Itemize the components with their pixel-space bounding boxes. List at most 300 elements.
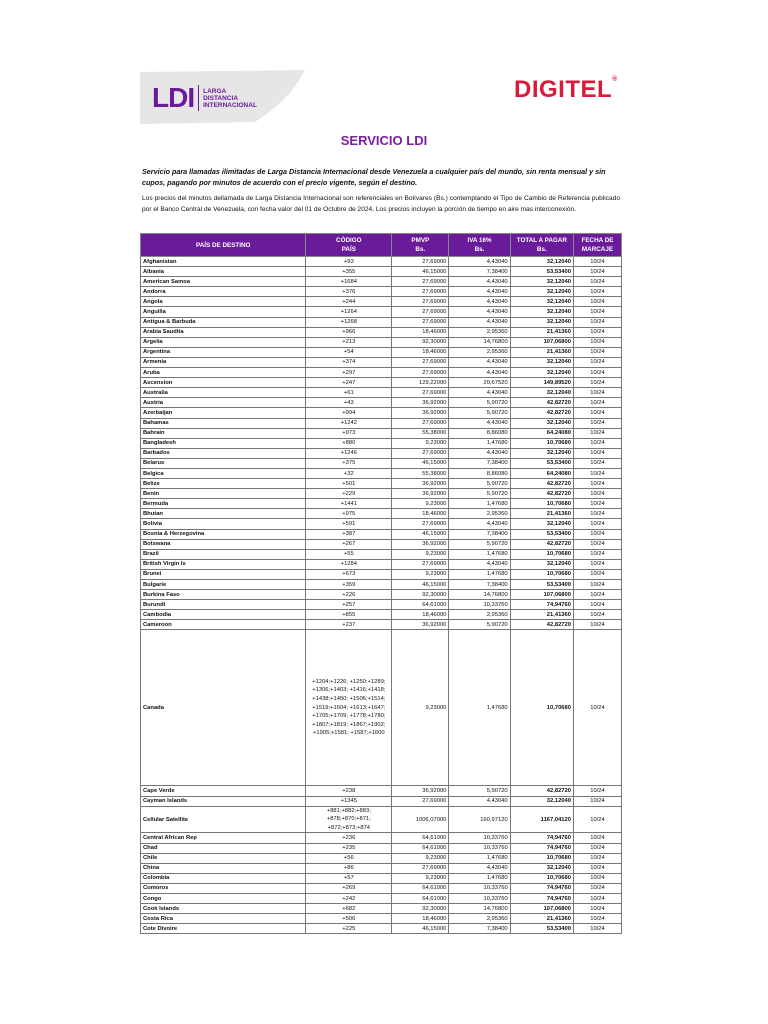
- code-cell: +1684: [306, 277, 392, 287]
- total-cell: 74,94760: [510, 843, 573, 853]
- date-cell: 10/24: [573, 297, 621, 307]
- code-cell: +86: [306, 863, 392, 873]
- total-cell: 42,82720: [510, 620, 573, 630]
- pmvp-cell: 18,46000: [392, 914, 449, 924]
- table-row: [141, 796, 622, 806]
- date-cell: 10/24: [573, 806, 621, 833]
- total-cell: 53,53400: [510, 458, 573, 468]
- country-cell: Bahamas: [141, 418, 306, 428]
- total-cell: 32,12040: [510, 257, 573, 267]
- pmvp-cell: 46,15000: [392, 529, 449, 539]
- country-cell: Comoros: [141, 883, 306, 893]
- table-row: [141, 489, 622, 499]
- code-cell: +269: [306, 883, 392, 893]
- total-cell: 32,12040: [510, 317, 573, 327]
- table-row: [141, 287, 622, 297]
- date-cell: 10/24: [573, 833, 621, 843]
- total-cell: 21,41360: [510, 509, 573, 519]
- date-cell: 10/24: [573, 257, 621, 267]
- table-row: [141, 559, 622, 569]
- country-cell: Cameroon: [141, 620, 306, 630]
- date-cell: 10/24: [573, 559, 621, 569]
- iva-cell: 1,47680: [449, 630, 510, 786]
- table-row: [141, 267, 622, 277]
- table-row: [141, 347, 622, 357]
- code-cell: +237: [306, 620, 392, 630]
- date-cell: 10/24: [573, 786, 621, 796]
- date-cell: 10/24: [573, 438, 621, 448]
- code-cell: +236: [306, 833, 392, 843]
- iva-cell: 8,86080: [449, 428, 510, 438]
- pmvp-cell: 27,69000: [392, 448, 449, 458]
- pmvp-cell: 27,69000: [392, 519, 449, 529]
- code-cell: +966: [306, 327, 392, 337]
- date-cell: 10/24: [573, 630, 621, 786]
- pmvp-cell: 64,61000: [392, 894, 449, 904]
- pmvp-cell: 27,69000: [392, 277, 449, 287]
- total-cell: 42,82720: [510, 489, 573, 499]
- iva-cell: 4,43040: [449, 287, 510, 297]
- date-cell: 10/24: [573, 368, 621, 378]
- header-pmvp: PMVP Bs.: [392, 234, 449, 257]
- country-cell: Bahrain: [141, 428, 306, 438]
- code-cell: +973: [306, 428, 392, 438]
- total-cell: 32,12040: [510, 863, 573, 873]
- total-cell: 42,82720: [510, 479, 573, 489]
- total-cell: 64,24080: [510, 468, 573, 478]
- iva-cell: 5,90720: [449, 786, 510, 796]
- country-cell: Bangladesh: [141, 438, 306, 448]
- date-cell: 10/24: [573, 267, 621, 277]
- country-cell: Belize: [141, 479, 306, 489]
- iva-cell: 10,33760: [449, 833, 510, 843]
- total-cell: 10,70680: [510, 499, 573, 509]
- iva-cell: 5,90720: [449, 408, 510, 418]
- table-row: [141, 904, 622, 914]
- total-cell: 107,06800: [510, 904, 573, 914]
- table-row: [141, 569, 622, 579]
- pmvp-cell: 9,23000: [392, 630, 449, 786]
- total-cell: 32,12040: [510, 418, 573, 428]
- country-cell: Cellular Satellite: [141, 806, 306, 833]
- ldi-logo: [152, 82, 257, 114]
- total-cell: 74,94760: [510, 600, 573, 610]
- table-row: [141, 479, 622, 489]
- code-cell: +994: [306, 408, 392, 418]
- rates-table-header: [141, 234, 622, 257]
- code-cell: +501: [306, 479, 392, 489]
- country-cell: Congo: [141, 894, 306, 904]
- digitel-logo: [514, 76, 618, 104]
- total-cell: 21,41360: [510, 914, 573, 924]
- country-cell: Argelia: [141, 337, 306, 347]
- total-cell: 74,94760: [510, 883, 573, 893]
- ldi-sub-line-2: DISTANCIA: [203, 94, 239, 102]
- table-row: [141, 786, 622, 796]
- total-cell: 107,06800: [510, 337, 573, 347]
- code-cell: +355: [306, 267, 392, 277]
- date-cell: 10/24: [573, 509, 621, 519]
- date-cell: 10/24: [573, 590, 621, 600]
- code-cell: +235: [306, 843, 392, 853]
- iva-cell: 10,33760: [449, 600, 510, 610]
- pmvp-cell: 1006,07000: [392, 806, 449, 833]
- total-cell: 32,12040: [510, 559, 573, 569]
- total-cell: 32,12040: [510, 519, 573, 529]
- digitel-logo-text: DIGITEL: [514, 76, 613, 103]
- total-cell: 107,06800: [510, 590, 573, 600]
- table-row: [141, 853, 622, 863]
- code-cell: +1264: [306, 307, 392, 317]
- table-row: [141, 806, 622, 833]
- country-cell: Colombia: [141, 873, 306, 883]
- total-cell: 10,70680: [510, 873, 573, 883]
- country-cell: Burkina Faso: [141, 590, 306, 600]
- country-cell: Brazil: [141, 549, 306, 559]
- country-cell: Bolivia: [141, 519, 306, 529]
- table-row: [141, 600, 622, 610]
- code-cell: +1284: [306, 559, 392, 569]
- table-row: [141, 843, 622, 853]
- iva-cell: 1,47680: [449, 499, 510, 509]
- pmvp-cell: 92,30000: [392, 337, 449, 347]
- pmvp-cell: 129,22000: [392, 378, 449, 388]
- pmvp-cell: 46,15000: [392, 458, 449, 468]
- table-row: [141, 357, 622, 367]
- document-title: SERVICIO LDI: [340, 133, 428, 148]
- country-cell: Belarus: [141, 458, 306, 468]
- total-cell: 10,70680: [510, 549, 573, 559]
- header-date: FECHA DE MARCAJE: [573, 234, 621, 257]
- pmvp-cell: 27,69000: [392, 559, 449, 569]
- pmvp-cell: 27,69000: [392, 297, 449, 307]
- date-cell: 10/24: [573, 539, 621, 549]
- country-cell: Cayman Islands: [141, 796, 306, 806]
- table-row: [141, 630, 622, 786]
- ldi-logo-subtitle: [203, 88, 257, 109]
- country-cell: Azerbaijan: [141, 408, 306, 418]
- code-cell: +376: [306, 287, 392, 297]
- total-cell: 53,53400: [510, 580, 573, 590]
- date-cell: 10/24: [573, 843, 621, 853]
- pmvp-cell: 36,92000: [392, 489, 449, 499]
- country-cell: American Samoa: [141, 277, 306, 287]
- registered-mark: ®: [612, 76, 618, 83]
- code-cell: +226: [306, 590, 392, 600]
- total-cell: 42,82720: [510, 398, 573, 408]
- iva-cell: 1,47680: [449, 438, 510, 448]
- table-row: [141, 378, 622, 388]
- total-cell: 10,70680: [510, 569, 573, 579]
- date-cell: 10/24: [573, 796, 621, 806]
- total-cell: 64,24080: [510, 428, 573, 438]
- table-row: [141, 549, 622, 559]
- pmvp-cell: 92,30000: [392, 590, 449, 600]
- iva-cell: 4,43040: [449, 368, 510, 378]
- country-cell: Ascension: [141, 378, 306, 388]
- table-row: [141, 863, 622, 873]
- table-row: [141, 610, 622, 620]
- date-cell: 10/24: [573, 883, 621, 893]
- ldi-logo-divider: [198, 85, 199, 111]
- total-cell: 42,82720: [510, 408, 573, 418]
- pmvp-cell: 27,69000: [392, 418, 449, 428]
- rates-table: [140, 233, 622, 934]
- total-cell: 32,12040: [510, 388, 573, 398]
- iva-cell: 2,95360: [449, 610, 510, 620]
- pmvp-cell: 27,69000: [392, 317, 449, 327]
- table-row: [141, 924, 622, 934]
- pmvp-cell: 27,69000: [392, 368, 449, 378]
- date-cell: 10/24: [573, 448, 621, 458]
- iva-cell: 10,33760: [449, 883, 510, 893]
- table-row: [141, 883, 622, 893]
- code-cell: +257: [306, 600, 392, 610]
- iva-cell: 5,90720: [449, 398, 510, 408]
- pmvp-cell: 46,15000: [392, 267, 449, 277]
- table-row: [141, 458, 622, 468]
- total-cell: 32,12040: [510, 448, 573, 458]
- pmvp-cell: 27,69000: [392, 307, 449, 317]
- ldi-sub-line-3: INTERNACIONAL: [203, 101, 257, 109]
- intro-paragraph: Servicio para llamadas ilimitadas de Larga Distancia Internacional desde Venezuela a cualquier país del mundo, sin renta mensual y sin cupos, pagando por minutos de acuerdo con el precio vigente, según el destino.: [142, 167, 606, 187]
- country-cell: Cote Divoire: [141, 924, 306, 934]
- pmvp-cell: 9,23000: [392, 873, 449, 883]
- pmvp-cell: 9,23000: [392, 499, 449, 509]
- iva-cell: 1,47680: [449, 853, 510, 863]
- iva-cell: 7,38400: [449, 924, 510, 934]
- date-cell: 10/24: [573, 277, 621, 287]
- date-cell: 10/24: [573, 337, 621, 347]
- country-cell: British Virgin Is: [141, 559, 306, 569]
- date-cell: 10/24: [573, 408, 621, 418]
- date-cell: 10/24: [573, 519, 621, 529]
- pmvp-cell: 27,69000: [392, 357, 449, 367]
- date-cell: 10/24: [573, 620, 621, 630]
- total-cell: 42,82720: [510, 539, 573, 549]
- pmvp-cell: 18,46000: [392, 509, 449, 519]
- code-cell: +591: [306, 519, 392, 529]
- code-cell: +1345: [306, 796, 392, 806]
- country-cell: Cambodia: [141, 610, 306, 620]
- country-cell: Bulgarie: [141, 580, 306, 590]
- country-cell: Anguilla: [141, 307, 306, 317]
- date-cell: 10/24: [573, 479, 621, 489]
- table-row: [141, 590, 622, 600]
- iva-cell: 7,38400: [449, 580, 510, 590]
- pricing-note-paragraph: Los precios del minutos dellamada de Larga Distancia Internacional son referenciales en Bolívares (Bs.) contemplando el Tipo de Cambio de Referencia publicado por el Banco Central de Venezuela, con fecha valor del 01 de Octubre de 2024. Los precios incluyen la porción de tiempo en aire mas interconexión.: [142, 195, 620, 213]
- country-cell: Arabia Saudita: [141, 327, 306, 337]
- iva-cell: 1,47680: [449, 569, 510, 579]
- date-cell: 10/24: [573, 529, 621, 539]
- date-cell: 10/24: [573, 904, 621, 914]
- code-cell: +242: [306, 894, 392, 904]
- country-cell: Chile: [141, 853, 306, 863]
- date-cell: 10/24: [573, 873, 621, 883]
- pmvp-cell: 36,92000: [392, 539, 449, 549]
- country-cell: Costa Rica: [141, 914, 306, 924]
- iva-cell: 8,86080: [449, 468, 510, 478]
- code-cell: +880: [306, 438, 392, 448]
- header-background-shape: [0, 0, 768, 130]
- country-cell: Bhutan: [141, 509, 306, 519]
- code-cell: +267: [306, 539, 392, 549]
- date-cell: 10/24: [573, 287, 621, 297]
- pmvp-cell: 27,69000: [392, 257, 449, 267]
- iva-cell: 4,43040: [449, 317, 510, 327]
- table-row: [141, 499, 622, 509]
- iva-cell: 20,67520: [449, 378, 510, 388]
- iva-cell: 4,43040: [449, 277, 510, 287]
- table-row: [141, 297, 622, 307]
- header-code: CÓDIGO PAÍS: [306, 234, 392, 257]
- total-cell: 149,89520: [510, 378, 573, 388]
- iva-cell: 4,43040: [449, 863, 510, 873]
- code-cell: +1441: [306, 499, 392, 509]
- date-cell: 10/24: [573, 468, 621, 478]
- total-cell: 53,53400: [510, 924, 573, 934]
- date-cell: 10/24: [573, 398, 621, 408]
- iva-cell: 4,43040: [449, 448, 510, 458]
- country-cell: Benin: [141, 489, 306, 499]
- table-row: [141, 408, 622, 418]
- total-cell: 32,12040: [510, 357, 573, 367]
- ldi-sub-line-1: LARGA: [203, 87, 227, 95]
- total-cell: 74,94760: [510, 894, 573, 904]
- iva-cell: 2,95360: [449, 914, 510, 924]
- pmvp-cell: 9,23000: [392, 549, 449, 559]
- total-cell: 74,94760: [510, 833, 573, 843]
- country-cell: Afghanistan: [141, 257, 306, 267]
- date-cell: 10/24: [573, 307, 621, 317]
- table-row: [141, 307, 622, 317]
- pmvp-cell: 64,61000: [392, 843, 449, 853]
- total-cell: 32,12040: [510, 307, 573, 317]
- iva-cell: 14,76800: [449, 904, 510, 914]
- header-total: TOTAL A PAGAR Bs.: [510, 234, 573, 257]
- total-cell: 42,82720: [510, 786, 573, 796]
- date-cell: 10/24: [573, 853, 621, 863]
- date-cell: 10/24: [573, 317, 621, 327]
- iva-cell: 4,43040: [449, 357, 510, 367]
- country-cell: Burundi: [141, 600, 306, 610]
- pmvp-cell: 18,46000: [392, 327, 449, 337]
- iva-cell: 4,43040: [449, 418, 510, 428]
- date-cell: 10/24: [573, 327, 621, 337]
- country-cell: Brunei: [141, 569, 306, 579]
- code-cell: +32: [306, 468, 392, 478]
- country-cell: Austria: [141, 398, 306, 408]
- pmvp-cell: 36,92000: [392, 620, 449, 630]
- table-row: [141, 894, 622, 904]
- pmvp-cell: 18,46000: [392, 347, 449, 357]
- pmvp-cell: 36,92000: [392, 398, 449, 408]
- iva-cell: 5,90720: [449, 479, 510, 489]
- country-cell: Barbados: [141, 448, 306, 458]
- country-cell: Australia: [141, 388, 306, 398]
- iva-cell: 1,47680: [449, 549, 510, 559]
- pmvp-cell: 27,69000: [392, 287, 449, 297]
- iva-cell: 4,43040: [449, 796, 510, 806]
- country-cell: China: [141, 863, 306, 873]
- table-row: [141, 388, 622, 398]
- date-cell: 10/24: [573, 549, 621, 559]
- table-row: [141, 277, 622, 287]
- date-cell: 10/24: [573, 600, 621, 610]
- iva-cell: 14,76800: [449, 590, 510, 600]
- code-cell: +1204;+1226; +1250;+1289; +1306;+1403; +1416;+1418; +1438;+1450; +1506;+1514; +1519;+1604; +1613;+1647; +1705;+1709; +1778;+1780; +1807;+1819; +1867;+1902; +1905;+1581; +1587;+1600: [306, 630, 392, 786]
- total-cell: 53,53400: [510, 267, 573, 277]
- pmvp-cell: 27,69000: [392, 863, 449, 873]
- header-iva: IVA 16% Bs.: [449, 234, 510, 257]
- code-cell: +359: [306, 580, 392, 590]
- code-cell: +506: [306, 914, 392, 924]
- total-cell: 32,12040: [510, 796, 573, 806]
- iva-cell: 2,95360: [449, 509, 510, 519]
- code-cell: +682: [306, 904, 392, 914]
- table-row: [141, 428, 622, 438]
- total-cell: 21,41360: [510, 610, 573, 620]
- table-row: [141, 368, 622, 378]
- total-cell: 10,70680: [510, 853, 573, 863]
- country-cell: Bermuda: [141, 499, 306, 509]
- code-cell: +213: [306, 337, 392, 347]
- pmvp-cell: 55,38000: [392, 428, 449, 438]
- table-row: [141, 468, 622, 478]
- table-row: [141, 529, 622, 539]
- iva-cell: 10,33760: [449, 843, 510, 853]
- iva-cell: 4,43040: [449, 388, 510, 398]
- table-row: [141, 337, 622, 347]
- iva-cell: 5,90720: [449, 620, 510, 630]
- iva-cell: 7,38400: [449, 458, 510, 468]
- table-row: [141, 580, 622, 590]
- date-cell: 10/24: [573, 428, 621, 438]
- pmvp-cell: 64,61000: [392, 883, 449, 893]
- code-cell: +57: [306, 873, 392, 883]
- pmvp-cell: 9,23000: [392, 438, 449, 448]
- date-cell: 10/24: [573, 357, 621, 367]
- pmvp-cell: 64,61000: [392, 833, 449, 843]
- code-cell: +229: [306, 489, 392, 499]
- pmvp-cell: 64,61000: [392, 600, 449, 610]
- total-cell: 32,12040: [510, 297, 573, 307]
- table-row: [141, 257, 622, 267]
- iva-cell: 5,90720: [449, 539, 510, 549]
- iva-cell: 4,43040: [449, 519, 510, 529]
- iva-cell: 4,43040: [449, 559, 510, 569]
- pmvp-cell: 55,38000: [392, 468, 449, 478]
- rates-table-body: [141, 257, 622, 934]
- pmvp-cell: 9,23000: [392, 569, 449, 579]
- code-cell: +1268: [306, 317, 392, 327]
- iva-cell: 4,43040: [449, 257, 510, 267]
- pmvp-cell: 46,15000: [392, 924, 449, 934]
- code-cell: +56: [306, 853, 392, 863]
- country-cell: Albania: [141, 267, 306, 277]
- code-cell: +881;+882;+883; +878;+870;+871; +872;+873;+874: [306, 806, 392, 833]
- table-row: [141, 317, 622, 327]
- country-cell: Aruba: [141, 368, 306, 378]
- date-cell: 10/24: [573, 914, 621, 924]
- code-cell: +61: [306, 388, 392, 398]
- date-cell: 10/24: [573, 894, 621, 904]
- country-cell: Angola: [141, 297, 306, 307]
- code-cell: +55: [306, 549, 392, 559]
- iva-cell: 5,90720: [449, 489, 510, 499]
- pmvp-cell: 18,46000: [392, 610, 449, 620]
- iva-cell: 14,76800: [449, 337, 510, 347]
